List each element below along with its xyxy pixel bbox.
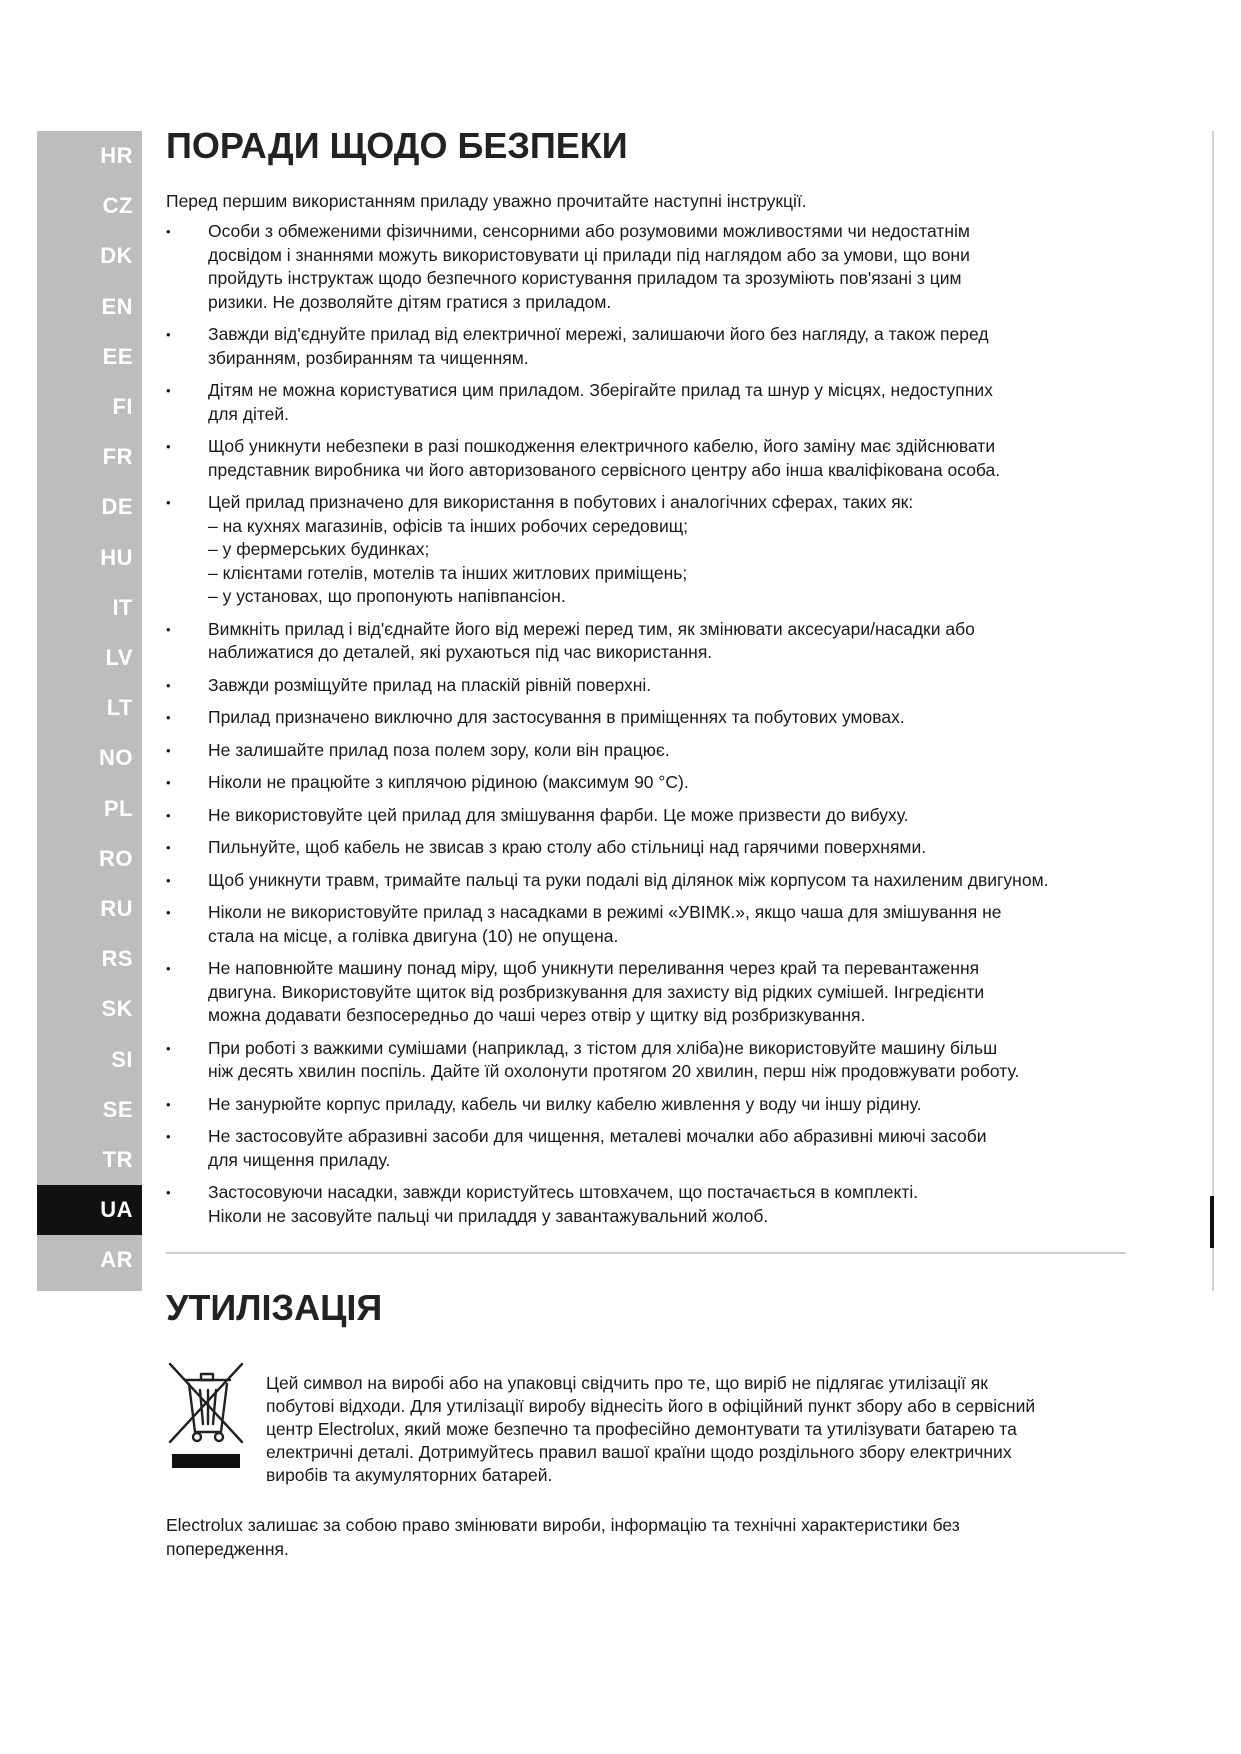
safety-item-line: • Завжди від'єднуйте прилад від електричної мережі, залишаючи його без нагляду, а також перед bbox=[208, 324, 989, 344]
rights-notice-line: попередження. bbox=[166, 1539, 289, 1559]
safety-item-line: • Не наповнюйте машину понад міру, щоб уникнути переливання через край та перевантаження bbox=[208, 958, 980, 978]
safety-item-line: • Прилад призначено виключно для застосування в приміщеннях та побутових умовах. bbox=[208, 707, 905, 727]
page-content bbox=[166, 122, 1166, 1561]
safety-item-line: – у фермерських будинках; bbox=[208, 539, 430, 559]
safety-item-line: • Завжди розміщуйте прилад на пласкій рівній поверхні. bbox=[208, 674, 652, 695]
safety-item bbox=[166, 836, 1166, 860]
lang-tab-ru[interactable]: RU bbox=[100, 896, 133, 921]
safety-item-line: ризики. Не дозволяйте дітям гратися з приладом. bbox=[208, 291, 612, 312]
safety-list bbox=[166, 220, 1166, 1228]
right-edge-marker bbox=[1210, 1196, 1214, 1248]
safety-item-line: можна додавати безпосередньо до чаші через отвір у щитку від розбризкування. bbox=[208, 1005, 866, 1025]
safety-item-line: – на кухнях магазинів, офісів та інших робочих середовищ; bbox=[208, 515, 689, 536]
lang-tab-rs[interactable]: RS bbox=[101, 946, 133, 971]
lang-tab-cz[interactable]: CZ bbox=[102, 193, 133, 218]
safety-item-line: для чищення приладу. bbox=[208, 1149, 391, 1170]
lang-tab-ee[interactable]: EE bbox=[102, 344, 133, 369]
disposal-text-line: Цей символ на виробі або на упаковці свідчить про те, що виріб не підлягає утилізації як bbox=[266, 1373, 988, 1393]
safety-item bbox=[166, 491, 1166, 609]
lang-tab-se[interactable]: SE bbox=[102, 1097, 133, 1122]
safety-item-line: • Застосовуючи насадки, завжди користуйтесь штовхачем, що постачається в комплекті. bbox=[208, 1182, 919, 1202]
safety-item bbox=[166, 220, 1166, 314]
safety-item-line: пройдуть інструктаж щодо безпечного користування приладом та зрозуміють пов'язані з цим bbox=[208, 268, 962, 288]
safety-item-line: • Щоб уникнути травм, тримайте пальці та руки подалі від ділянок між корпусом та нахиленим двигуном. bbox=[208, 869, 1049, 890]
safety-item bbox=[166, 1037, 1166, 1084]
safety-item-line: досвідом і знаннями можуть використовувати ці прилади під наглядом або за умови, що вони bbox=[208, 244, 970, 265]
weee-crossed-bin-icon bbox=[166, 1360, 266, 1487]
lang-tab-lv[interactable]: LV bbox=[105, 645, 133, 670]
safety-item-line: стала на місце, а голівка двигуна (10) не опущена. bbox=[208, 925, 619, 946]
safety-item-line: збиранням, розбиранням та чищенням. bbox=[208, 347, 529, 368]
language-sidebar bbox=[37, 131, 142, 1291]
safety-item-line: – клієнтами готелів, мотелів та інших житлових приміщень; bbox=[208, 562, 688, 583]
lang-tab-hu[interactable]: HU bbox=[100, 545, 133, 570]
disposal-text-line: електричні деталі. Дотримуйтесь правил вашої країни щодо роздільного збору електричних bbox=[266, 1442, 1012, 1462]
lang-tab-no[interactable]: NO bbox=[99, 745, 133, 770]
safety-item bbox=[166, 957, 1166, 1028]
lang-tab-de[interactable]: DE bbox=[101, 494, 133, 519]
safety-item bbox=[166, 435, 1166, 482]
lang-tab-ro[interactable]: RO bbox=[99, 846, 133, 871]
safety-item bbox=[166, 901, 1166, 948]
safety-item-line: • Вимкніть прилад і від'єднайте його від мережі перед тим, як змінювати аксесуари/насадки або bbox=[208, 618, 975, 639]
safety-item-line: Ніколи не засовуйте пальці чи приладдя у завантажувальний жолоб. bbox=[208, 1205, 769, 1226]
disposal-title: УТИЛІЗАЦІЯ bbox=[166, 1287, 383, 1328]
safety-item bbox=[166, 869, 1166, 893]
lang-tab-it[interactable]: IT bbox=[112, 595, 133, 620]
lang-tab-ua[interactable]: UA bbox=[37, 1185, 142, 1235]
safety-item bbox=[166, 739, 1166, 763]
safety-item-line: для дітей. bbox=[208, 403, 290, 424]
disposal-text-line: виробів та акумуляторних батарей. bbox=[266, 1465, 553, 1485]
safety-item-line: • Дітям не можна користуватися цим приладом. Зберігайте прилад та шнур у місцях, недоступних bbox=[208, 380, 993, 400]
safety-item bbox=[166, 1181, 1166, 1228]
lang-tab-fr[interactable]: FR bbox=[102, 444, 133, 469]
safety-item-line: двигуна. Використовуйте щиток від розбризкування для захисту від рідких сумішей. Інгредієнти bbox=[208, 981, 985, 1002]
safety-item-line: • Не залишайте прилад поза полем зору, коли він працює. bbox=[208, 739, 670, 760]
safety-item bbox=[166, 674, 1166, 698]
lang-tab-en[interactable]: EN bbox=[101, 294, 133, 319]
safety-item-line: наближатися до деталей, які рухаються під час використання. bbox=[208, 642, 713, 662]
safety-item-line: • Не використовуйте цей прилад для змішування фарби. Це може призвести до вибуху. bbox=[208, 804, 909, 825]
safety-item-line: • Ніколи не працюйте з киплячою рідиною (максимум 90 °C). bbox=[208, 772, 689, 792]
safety-item-line: • Ніколи не використовуйте прилад з насадками в режимі «УВІМК.», якщо чаша для змішування не bbox=[208, 902, 1002, 922]
safety-item bbox=[166, 618, 1166, 665]
safety-item bbox=[166, 1093, 1166, 1117]
lang-tab-tr[interactable]: TR bbox=[102, 1147, 133, 1172]
safety-item bbox=[166, 1125, 1166, 1172]
safety-item bbox=[166, 379, 1166, 426]
safety-item bbox=[166, 771, 1166, 795]
safety-title: ПОРАДИ ЩОДО БЕЗПЕКИ bbox=[166, 125, 628, 166]
rights-notice bbox=[166, 1513, 1166, 1561]
lang-tab-dk[interactable]: DK bbox=[100, 243, 133, 268]
safety-item-line: • Цей прилад призначено для використання в побутових і аналогічних сферах, таких як: bbox=[208, 492, 914, 512]
lang-tab-lt[interactable]: LT bbox=[106, 695, 133, 720]
right-edge-rule bbox=[1212, 131, 1214, 1291]
safety-item-line: • Пильнуйте, щоб кабель не звисав з краю столу або стільниці над гарячими поверхнями. bbox=[208, 837, 927, 857]
lang-tab-fi[interactable]: FI bbox=[112, 394, 133, 419]
disposal-text bbox=[266, 1360, 1035, 1487]
safety-item-line: • Особи з обмеженими фізичними, сенсорними або розумовими можливостями чи недостатнім bbox=[208, 221, 970, 241]
safety-item bbox=[166, 323, 1166, 370]
safety-item-line: • Не застосовуйте абразивні засоби для чищення, металеві мочалки або абразивні миючі засоби bbox=[208, 1126, 987, 1146]
safety-item-line: – у установах, що пропонують напівпансіон. bbox=[208, 586, 566, 606]
disposal-block bbox=[166, 1360, 1166, 1487]
safety-item-line: представник виробника чи його авторизованого сервісного центру або інша кваліфікована особа. bbox=[208, 459, 1001, 480]
lang-tab-hr[interactable]: HR bbox=[100, 143, 133, 168]
lang-tab-si[interactable]: SI bbox=[111, 1047, 133, 1072]
disposal-text-line: центр Electrolux, який може безпечно та професійно демонтувати та утилізувати батарею та bbox=[266, 1419, 1017, 1439]
safety-item-line: • Не занурюйте корпус приладу, кабель чи вилку кабелю живлення у воду чи іншу рідину. bbox=[208, 1093, 922, 1114]
lang-tab-pl[interactable]: PL bbox=[103, 796, 133, 821]
disposal-text-line: побутові відходи. Для утилізації виробу віднесіть його в офіційний пункт збору або в сервісний bbox=[266, 1396, 1036, 1416]
safety-item-line: ніж десять хвилин поспіль. Дайте їй охолонути протягом 20 хвилин, перш ніж продовжувати роботу. bbox=[208, 1061, 1020, 1081]
rights-notice-line: Electrolux залишає за собою право змінювати вироби, інформацію та технічні характеристики без bbox=[166, 1515, 960, 1535]
safety-intro: Перед першим використанням приладу уважно прочитайте наступні інструкції. bbox=[166, 191, 807, 211]
safety-item bbox=[166, 706, 1166, 730]
lang-tab-ar[interactable]: AR bbox=[100, 1247, 133, 1272]
safety-item-line: • Щоб уникнути небезпеки в разі пошкодження електричного кабелю, його заміну має здійснювати bbox=[208, 436, 996, 456]
section-divider bbox=[166, 1252, 1126, 1254]
lang-tab-sk[interactable]: SK bbox=[101, 996, 133, 1021]
safety-item-line: • При роботі з важкими сумішами (наприклад, з тістом для хліба)не використовуйте машину більш bbox=[208, 1037, 998, 1058]
safety-item bbox=[166, 804, 1166, 828]
